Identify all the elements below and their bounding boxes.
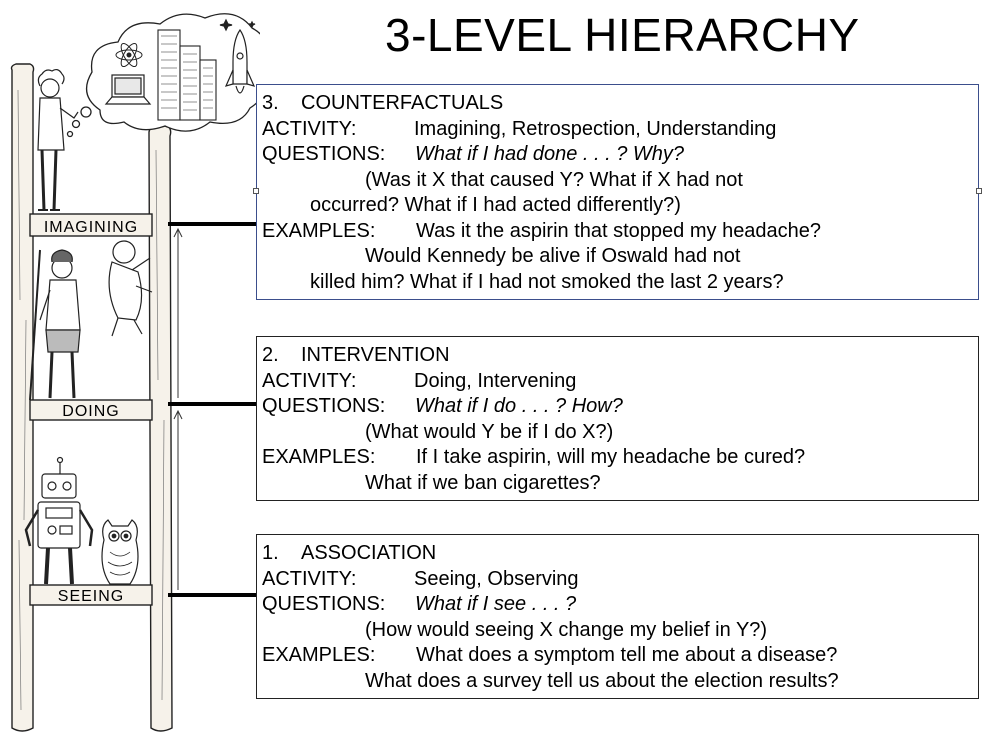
questions-label: QUESTIONS: <box>262 395 386 417</box>
example-text: What does a survey tell us about the election results? <box>365 669 839 692</box>
robot-figure <box>26 458 92 585</box>
einstein-figure <box>38 70 78 210</box>
example-text: Was it the aspirin that stopped my headache? <box>416 219 822 242</box>
resize-handle-left[interactable] <box>253 188 259 194</box>
baby-figure <box>109 241 152 336</box>
rung-label-doing: DOING <box>62 403 120 420</box>
activity-label: ACTIVITY: <box>262 117 357 140</box>
activity-text: Seeing, Observing <box>414 567 579 590</box>
laptop-icon <box>106 75 150 104</box>
rung-label-imagining: IMAGINING <box>43 219 139 236</box>
question-detail: (Was it X that caused Y? What if X had not <box>365 168 743 191</box>
level-1-box <box>256 534 979 699</box>
examples-label: EXAMPLES: <box>262 219 376 242</box>
activity-text: Doing, Intervening <box>414 369 577 392</box>
level-number: 2. <box>262 344 279 366</box>
owl-figure <box>102 520 138 584</box>
example-text: If I take aspirin, will my headache be cured? <box>416 446 806 468</box>
level-name: ASSOCIATION <box>301 542 437 564</box>
questions-label: QUESTIONS: <box>262 143 386 165</box>
question-detail: occurred? What if I had acted differently?) <box>310 194 681 216</box>
example-text: Would Kennedy be alive if Oswald had not <box>365 245 741 267</box>
examples-label: EXAMPLES: <box>262 446 376 468</box>
level-number: 1. <box>262 542 279 564</box>
question-text: What if I do . . . ? How? <box>415 395 623 417</box>
level-3-box[interactable] <box>256 84 979 300</box>
level-name: COUNTERFACTUALS <box>301 92 504 114</box>
level-name: INTERVENTION <box>301 344 450 366</box>
question-detail: (What would Y be if I do X?) <box>365 420 614 443</box>
example-text: What does a symptom tell me about a disease? <box>416 644 838 666</box>
caveman-figure <box>30 250 80 400</box>
page-title: 3-LEVEL HIERARCHY <box>385 9 860 61</box>
level-number: 3. <box>262 92 279 114</box>
example-text: What if we ban cigarettes? <box>365 471 601 494</box>
ladder-illustration <box>0 0 260 749</box>
question-detail: (How would seeing X change my belief in Y?) <box>365 618 768 641</box>
question-text: What if I had done . . . ? Why? <box>415 143 685 165</box>
upward-arrows <box>174 229 182 590</box>
activity-label: ACTIVITY: <box>262 567 357 590</box>
activity-text: Imagining, Retrospection, Understanding <box>414 117 777 140</box>
activity-label: ACTIVITY: <box>262 369 357 392</box>
level-2-box <box>256 336 979 501</box>
rung-label-seeing: SEEING <box>57 588 125 605</box>
resize-handle-right[interactable] <box>976 188 982 194</box>
examples-label: EXAMPLES: <box>262 644 376 666</box>
example-text: killed him? What if I had not smoked the last 2 years? <box>310 270 784 293</box>
question-text: What if I see . . . ? <box>415 593 577 615</box>
questions-label: QUESTIONS: <box>262 593 386 615</box>
